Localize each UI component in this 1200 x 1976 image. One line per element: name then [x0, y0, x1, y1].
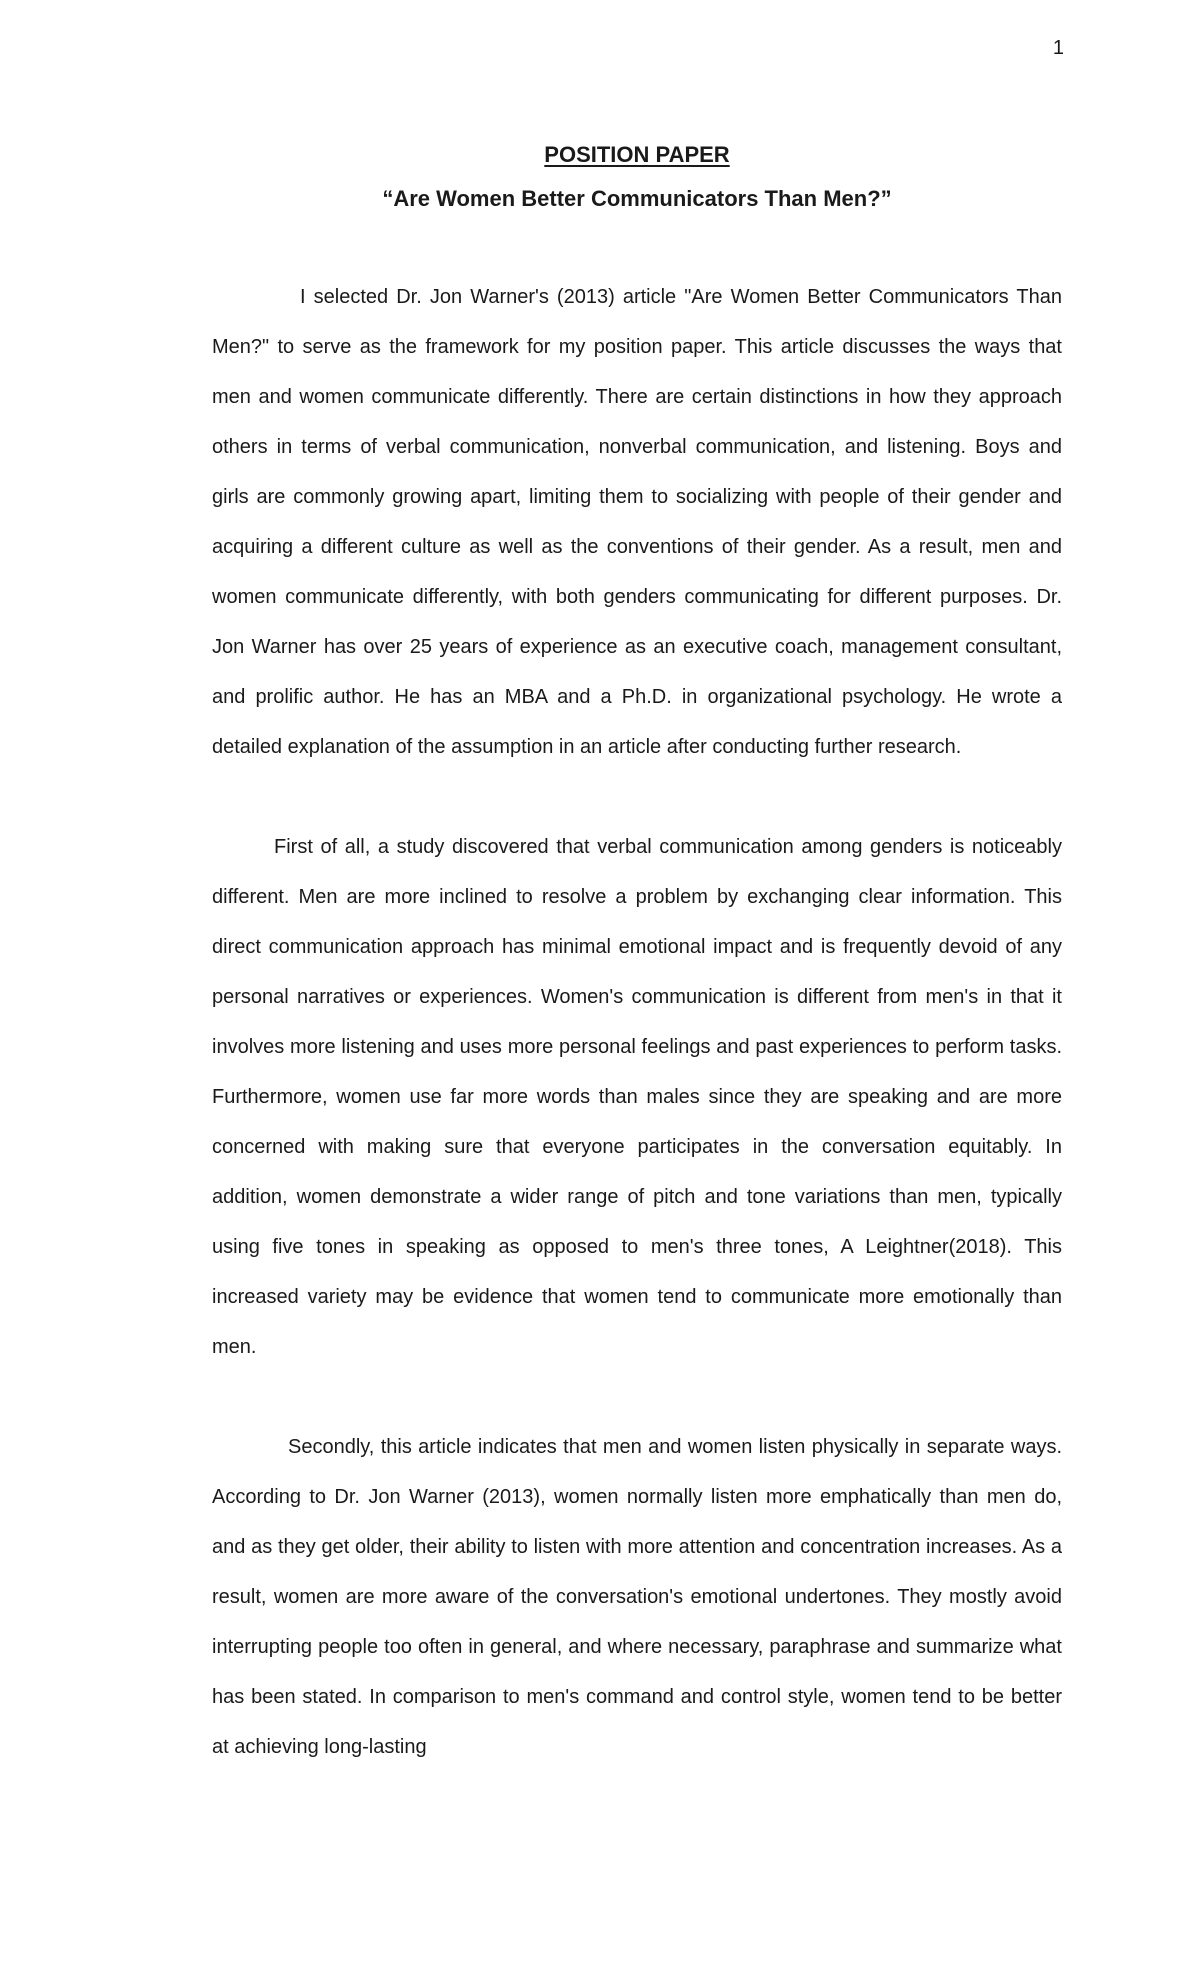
paper-subtitle: “Are Women Better Communicators Than Men?” [382, 186, 892, 211]
body-text [212, 272, 1062, 1822]
paragraph-verbal-communication: First of all, a study discovered that verbal communication among genders is noticeably different. Men are more inclined to resolve a problem by exchanging clear information. This direct communication approach has minimal emotional impact and is frequently devoid of any personal narratives or experiences. Women's communication is different from men's in that it involves more listening and uses more personal feelings and past experiences to perform tasks. Furthermore, women use far more words than males since they are speaking and are more concerned with making sure that everyone participates in the conversation equitably. In addition, women demonstrate a wider range of pitch and tone variations than men, typically using five tones in speaking as opposed to men's three tones, A Leightner(2018). This increased variety may be evidence that women tend to communicate more emotionally than men. [212, 836, 1062, 1358]
paper-title: POSITION PAPER [544, 142, 730, 167]
paragraph-introduction: I selected Dr. Jon Warner's (2013) article "Are Women Better Communicators Than Men?" to serve as the framework for my position paper. This article discusses the ways that men and women communicate differently. There are certain distinctions in how they approach others in terms of verbal communication, nonverbal communication, and listening. Boys and girls are commonly growing apart, limiting them to socializing with people of their gender and acquiring a different culture as well as the conventions of their gender. As a result, men and women communicate differently, with both genders communicating for different purposes. Dr. Jon Warner has over 25 years of experience as an executive coach, management consultant, and prolific author. He has an MBA and a Ph.D. in organizational psychology. He wrote a detailed explanation of the assumption in an article after conducting further research. [212, 286, 1062, 758]
page-number: 1 [1052, 37, 1064, 59]
paragraph-listening: Secondly, this article indicates that men and women listen physically in separate ways. According to Dr. Jon Warner (2013), women normally listen more emphatically than men do, and as they get older, their ability to listen with more attention and concentration increases. As a result, women are more aware of the conversation's emotional undertones. They mostly avoid interrupting people too often in general, and where necessary, paraphrase and summarize what has been stated. In comparison to men's command and control style, women tend to be better at achieving long-lasting [212, 1436, 1062, 1758]
